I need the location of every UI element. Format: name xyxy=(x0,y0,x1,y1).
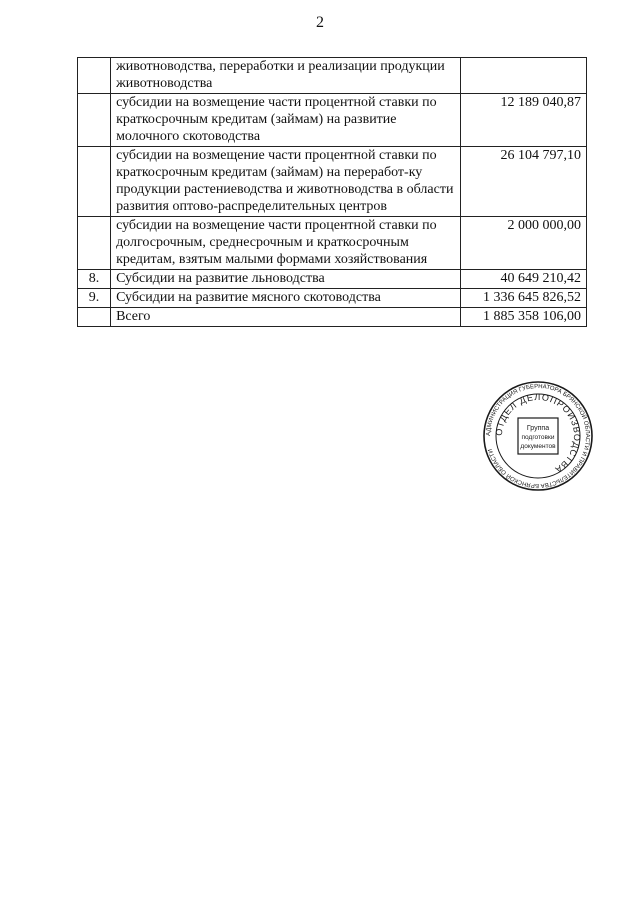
row-number: 9. xyxy=(78,289,111,308)
table-row xyxy=(78,58,587,94)
subsidy-table xyxy=(77,57,587,327)
row-description: субсидии на возмещение части процентной ставки по краткосрочным кредитам (займам) на переработ-ку продукции растениеводства и животноводства в области развития оптово-распределительных центров xyxy=(111,147,461,217)
table-row xyxy=(78,94,587,147)
row-description: субсидии на возмещение части процентной ставки по краткосрочным кредитам (займам) на развитие молочного скотоводства xyxy=(111,94,461,147)
stamp-inner-text: ОТДЕЛ ДЕЛОПРОИЗВОДСТВА xyxy=(493,391,583,476)
row-amount: 40 649 210,42 xyxy=(460,270,586,289)
page-number: 2 xyxy=(316,14,324,31)
row-amount: 1 336 645 826,52 xyxy=(460,289,586,308)
row-amount: 2 000 000,00 xyxy=(460,217,586,270)
row-amount: 26 104 797,10 xyxy=(460,147,586,217)
table-row xyxy=(78,147,587,217)
stamp-center-line: документов xyxy=(520,443,556,450)
row-amount: 12 189 040,87 xyxy=(460,94,586,147)
row-description: животноводства, переработки и реализации продукции животноводства xyxy=(111,58,461,94)
stamp-center-line: Группа xyxy=(526,425,550,432)
row-number xyxy=(78,94,111,147)
row-number xyxy=(78,217,111,270)
row-number: 8. xyxy=(78,270,111,289)
row-description: Субсидии на развитие мясного скотоводства xyxy=(111,289,461,308)
table-row xyxy=(78,270,587,289)
stamp-outer-text: АДМИНИСТРАЦИЯ ГУБЕРНАТОРА БРЯНСКОЙ ОБЛАСТИ И ПРАВИТЕЛЬСТВА БРЯНСКОЙ ОБЛАСТИ xyxy=(485,383,591,489)
row-amount xyxy=(460,58,586,94)
total-amount: 1 885 358 106,00 xyxy=(460,308,586,327)
office-stamp xyxy=(482,380,594,492)
total-row xyxy=(78,308,587,327)
total-label: Всего xyxy=(111,308,461,327)
row-description: субсидии на возмещение части процентной ставки по долгосрочным, среднесрочным и краткосрочным кредитам, взятым малыми формами хозяйствования xyxy=(111,217,461,270)
total-number-cell xyxy=(78,308,111,327)
table-row xyxy=(78,289,587,308)
row-number xyxy=(78,58,111,94)
row-description: Субсидии на развитие льноводства xyxy=(111,270,461,289)
stamp-center-line: подготовки xyxy=(521,434,555,441)
row-number xyxy=(78,147,111,217)
table-row xyxy=(78,217,587,270)
